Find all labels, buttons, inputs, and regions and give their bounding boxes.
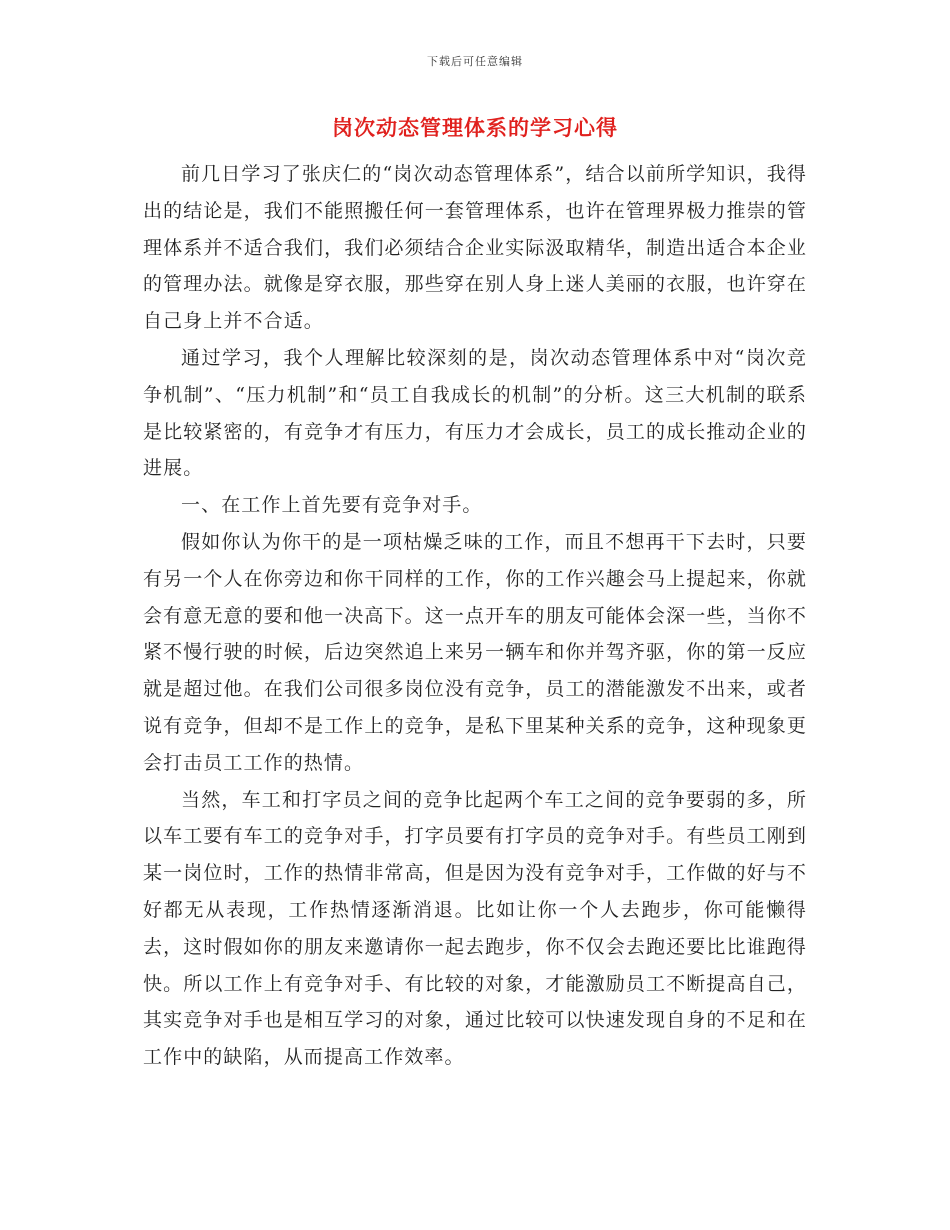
document-title: 岗次动态管理体系的学习心得 [332,115,618,140]
paragraph-competitor-example: 假如你认为你干的是一项枯燥乏味的工作，而且不想再干下去时，只要有另一个人在你旁边和你干同样的工作，你的工作兴趣会马上提起来，你就会有意无意的要和他一决高下。这一点开车的朋友可能体会深一些，当你不紧不慢行驶的时候，后边突然追上来另一辆车和你并驾齐驱，你的第一反应就是超过他。在我们公司很多岗位没有竞争，员工的潜能激发不出来，或者说有竞争，但却不是工作上的竞争，是私下里某种关系的竞争，这种现象更会打击员工工作的热情。 [143,530,807,774]
section-heading-one: 一、在工作上首先要有竞争对手。 [181,494,483,517]
document-body [143,156,807,1076]
paragraph-competitor-conclusion: 当然，车工和打字员之间的竞争比起两个车工之间的竞争要弱的多，所以车工要有车工的竞争对手，打字员要有打字员的竞争对手。有些员工刚到某一岗位时，工作的热情非常高，但是因为没有竞争对手，工作做的好与不好都无从表现，工作热情逐渐消退。比如让你一个人去跑步，你可能懒得去，这时假如你的朋友来邀请你一起去跑步，你不仅会去跑还要比比谁跑得快。所以工作上有竞争对手、有比较的对象，才能激励员工不断提高自己，其实竞争对手也是相互学习的对象，通过比较可以快速发现自身的不足和在工作中的缺陷，从而提高工作效率。 [143,788,807,1069]
paragraph-mechanisms: 通过学习，我个人理解比较深刻的是，岗次动态管理体系中对“岗次竞争机制”、“压力机制”和“员工自我成长的机制”的分析。这三大机制的联系是比较紧密的，有竞争才有压力，有压力才会成长，员工的成长推动企业的进展。 [143,346,807,480]
paragraph-intro: 前几日学习了张庆仁的“岗次动态管理体系”，结合以前所学知识，我得出的结论是，我们不能照搬任何一套管理体系，也许在管理界极力推崇的管理体系并不适合我们，我们必须结合企业实际汲取精华，制造出适合本企业的管理办法。就像是穿衣服，那些穿在别人身上迷人美丽的衣服，也许穿在自己身上并不合适。 [143,163,807,333]
header-note: 下载后可任意编辑 [427,55,523,68]
